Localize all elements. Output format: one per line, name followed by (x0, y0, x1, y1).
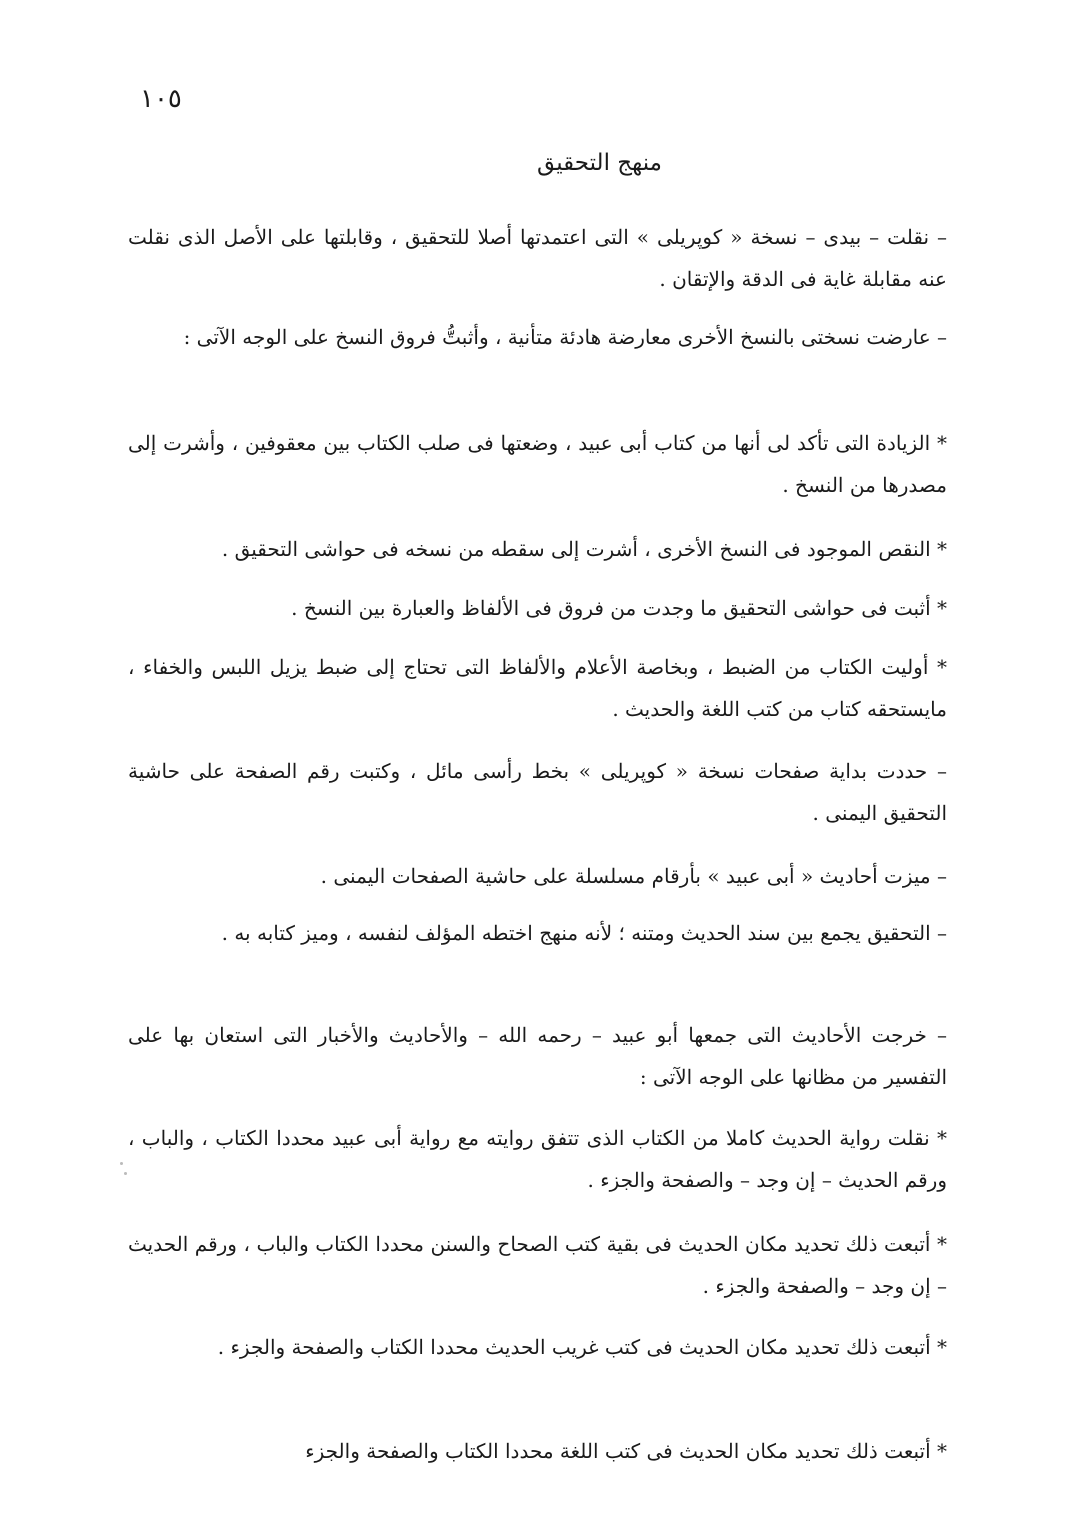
paragraph-3: * الزيادة التى تأكد لى أنها من كتاب أبى عبيد ، وضعتها فى صلب الكتاب بين معقوفين ، وأشرت إلى مصدرها من النسخ . (128, 431, 947, 497)
paragraph-12: * أتبعت ذلك تحديد مكان الحديث فى بقية كتب الصحاح والسنن محددا الكتاب والباب ، ورقم الحديث – إن وجد – والصفحة والجزء . (128, 1232, 947, 1298)
page-number: ١٠٥ (140, 84, 182, 114)
paragraph-7: – حددت بداية صفحات نسخة « كوپريلى » بخط رأسى مائل ، وكتبت رقم الصفحة على حاشية التحقيق اليمنى . (128, 759, 947, 825)
paragraph-10: – خرجت الأحاديث التى جمعها أبو عبيد – رحمه الله – والأحاديث والأخبار التى استعان بها على التفسير من مظانها على الوجه الآتى : (128, 1023, 947, 1089)
paragraph-6: * أوليت الكتاب من الضبط ، وبخاصة الأعلام والألفاظ التى تحتاج إلى ضبط يزيل اللبس والخفاء ، مايستحقه كتاب من كتب اللغة والحديث . (128, 655, 947, 721)
paragraph-14: * أتبعت ذلك تحديد مكان الحديث فى كتب اللغة محددا الكتاب والصفحة والجزء (305, 1439, 947, 1463)
paragraph-13: * أتبعت ذلك تحديد مكان الحديث فى كتب غريب الحديث محددا الكتاب والصفحة والجزء . (217, 1335, 947, 1359)
section-title: منهج التحقيق (537, 150, 662, 176)
paragraph-4: * النقص الموجود فى النسخ الأخرى ، أشرت إلى سقطه من نسخه فى حواشى التحقيق . (221, 537, 947, 561)
paragraph-11: * نقلت رواية الحديث كاملا من الكتاب الذى تتفق روايته مع رواية أبى عبيد محددا الكتاب ، والباب ، ورقم الحديث – إن وجد – والصفحة والجزء . (128, 1126, 947, 1192)
paragraph-9: – التحقيق يجمع بين سند الحديث ومتنه ؛ لأنه منهج اختطه المؤلف لنفسه ، وميز كتابه به . (221, 921, 947, 945)
paragraph-8: – ميزت أحاديث « أبى عبيد » بأرقام مسلسلة على حاشية الصفحات اليمنى . (320, 864, 947, 888)
paragraph-5: * أثبت فى حواشى التحقيق ما وجدت من فروق فى الألفاظ والعبارة بين النسخ . (291, 596, 947, 620)
scan-speck (120, 1162, 123, 1165)
paragraph-1: – نقلت – بيدى – نسخة « كوپريلى » التى اعتمدتها أصلا للتحقيق ، وقابلتها على الأصل الذى نقلت عنه مقابلة غاية فى الدقة والإتقان . (128, 225, 947, 291)
paragraph-2: – عارضت نسختى بالنسخ الأخرى معارضة هادئة متأنية ، وأثبتُّ فروق النسخ على الوجه الآتى : (183, 325, 947, 349)
scan-speck (124, 1172, 127, 1175)
